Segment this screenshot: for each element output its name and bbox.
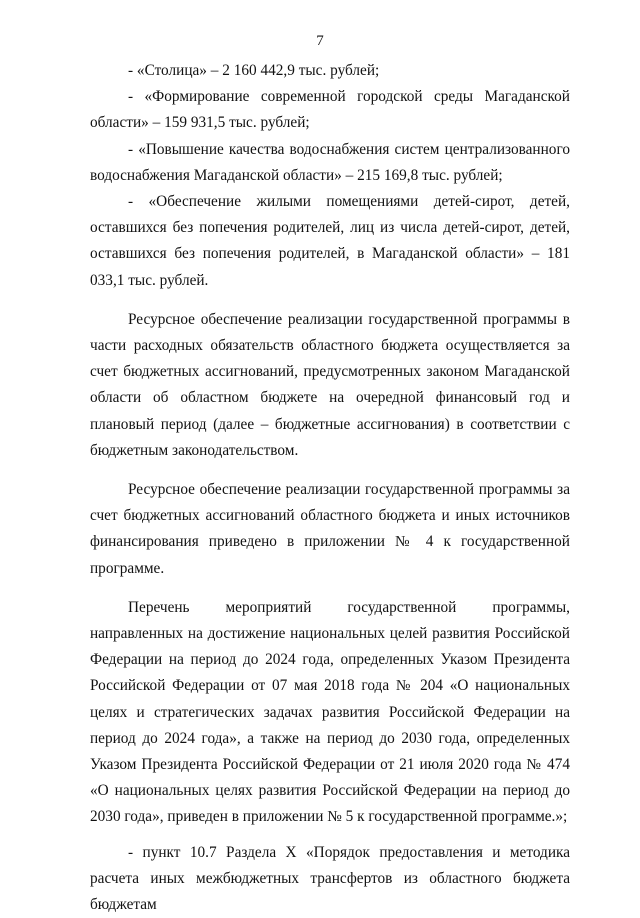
list-item-urban-environment: - «Формирование современной городской среды Магаданской области» – 159 931,5 тыс. рублей; <box>90 88 570 132</box>
paragraph-resource-provision: Ресурсное обеспечение реализации государственной программы в части расходных обязательств областного бюджета осуществляется за счет бюджетных ассигнований, предусмотренных законом Магаданской области об областном бюджете на очередной финансовый год и плановый период (далее – бюджетные ассигнования) в соответствии с бюджетным законодательством. <box>90 310 570 459</box>
paragraph-clause-10-7: - пункт 10.7 Раздела X «Порядок предоставления и методика расчета иных межбюджетных трансфертов из областного бюджета бюджетам <box>90 843 570 914</box>
paragraph-national-goals: Перечень мероприятий государственной программы, направленных на достижение национальных целей развития Российской Федерации на период до 2024 года, определенных Указом Президента Российской Федерации от 07 мая 2018 года № 204 «О национальных целях и стратегических задачах развития Российской Федерации на период до 2024 года», а также на период до 2030 года, определенных Указом Президента Российской Федерации от 21 июля 2020 года № 474 «О национальных целях развития Российской Федерации на период до 2030 года», приведен в приложении № 5 к государственной программе.»; <box>90 598 570 826</box>
list-item-stolitsa: - «Столица» – 2 160 442,9 тыс. рублей; <box>128 62 380 79</box>
paragraph-resource-appendix-4: Ресурсное обеспечение реализации государственной программы за счет бюджетных ассигнований областного бюджета и иных источников финансирования приведено в приложении № 4 к государственной программе. <box>90 481 570 577</box>
page-number: 7 <box>316 33 324 49</box>
list-item-orphan-housing: - «Обеспечение жилыми помещениями детей-сирот, детей, оставшихся без попечения родителей, лиц из числа детей-сирот, детей, оставшихся без попечения родителей, в Магаданской области» – 181 033,1 тыс. рублей. <box>90 193 570 289</box>
document-body <box>90 58 570 918</box>
list-item-water-supply: - «Повышение качества водоснабжения систем централизованного водоснабжения Магаданской области» – 215 169,8 тыс. рублей; <box>90 140 570 184</box>
